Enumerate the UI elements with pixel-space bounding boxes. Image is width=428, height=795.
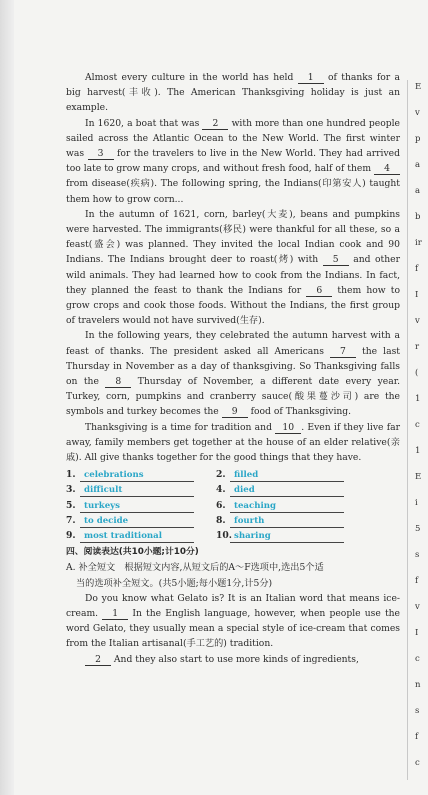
answer-number: 2. bbox=[216, 469, 226, 481]
cut-off-char: c bbox=[415, 654, 420, 664]
blank-10: 10 bbox=[275, 422, 301, 434]
answer-item bbox=[216, 482, 366, 497]
cut-off-char: f bbox=[415, 264, 419, 274]
blank-6: 6 bbox=[306, 285, 332, 297]
answer-item bbox=[216, 498, 366, 513]
answer-value: to decide bbox=[80, 516, 194, 528]
paragraph-text: In the English language, however, when people use the word Gelato, they usually mean a special style of ice-cream that comes from the Italian artisanal(手工艺的) tradition. bbox=[66, 608, 400, 650]
instruction-line-1: A. 补全短文 根据短文内容,从短文后的A～F选项中,选出5个适 bbox=[66, 562, 324, 574]
answer-value: died bbox=[230, 485, 344, 497]
cut-off-char: s bbox=[415, 550, 420, 560]
paragraph-text: In 1620, a boat that was bbox=[85, 117, 203, 129]
paragraph-text: for the travelers to live in the New World. They had arrived too late to grow many crops, and without fresh food, half of them bbox=[66, 148, 400, 175]
cut-off-char: c bbox=[415, 420, 420, 430]
paragraph-text: the last Thursday in November as a day of thanksgiving. So Thanksgiving falls on the bbox=[66, 345, 400, 388]
paragraph-text: from disease(疾病). The following spring, the Indians(印第安人) taught them how to grow corn... bbox=[66, 178, 400, 205]
answer-row bbox=[66, 482, 400, 497]
answer-row bbox=[66, 467, 400, 482]
answer-value: most traditional bbox=[80, 531, 194, 543]
passage-paragraph-3 bbox=[66, 207, 400, 329]
cut-off-char: I bbox=[415, 290, 419, 300]
cut-off-char: E bbox=[415, 82, 422, 92]
answer-row bbox=[66, 513, 400, 528]
answer-value: filled bbox=[230, 470, 344, 482]
blank-9: 9 bbox=[222, 406, 248, 418]
answer-row bbox=[66, 528, 400, 543]
blank-1: 1 bbox=[102, 608, 128, 620]
passage-paragraph-5 bbox=[66, 420, 400, 466]
cut-off-char: v bbox=[415, 108, 420, 118]
paragraph-text: Thanksgiving is a time for tradition and bbox=[85, 421, 276, 433]
cut-off-char: 1 bbox=[415, 446, 421, 456]
paragraph-text: Almost every culture in the world has held bbox=[85, 72, 298, 83]
answer-key bbox=[66, 467, 400, 543]
answer-value: turkeys bbox=[80, 501, 194, 513]
cut-off-char: v bbox=[415, 316, 420, 326]
answer-number: 1. bbox=[66, 469, 76, 481]
paragraph-text: Thursday of November, a different date every year. Turkey, corn, pumpkins and cranberry sauce(酸果蔓沙司) are the symbols and turkey becomes the bbox=[66, 376, 401, 418]
blank-2: 2 bbox=[85, 654, 111, 666]
answer-item bbox=[66, 513, 216, 528]
answer-number: 10. bbox=[216, 530, 232, 542]
blank-1: 1 bbox=[298, 72, 324, 84]
passage-paragraph-4 bbox=[66, 328, 400, 419]
paragraph-text: of thanks for a big harvest(丰收). The American Thanksgiving holiday is just an example. bbox=[66, 72, 400, 114]
answer-number: 5. bbox=[66, 499, 76, 511]
main-column bbox=[66, 70, 400, 667]
paragraph-text: them how to grow crops and cook those foods. Without the Indians, the first group of travelers would not have survived(生存). bbox=[66, 284, 400, 327]
answer-item bbox=[216, 513, 366, 528]
answer-number: 4. bbox=[216, 484, 226, 496]
cut-off-char: s bbox=[415, 706, 420, 716]
paragraph-text: and other wild animals. They had learned how to cook from the Indians. In fact, they planned the feast to thank the Indians for bbox=[66, 254, 400, 296]
answer-number: 9. bbox=[66, 530, 76, 542]
section-title: 四、阅读表达(共10小题;计10分) bbox=[66, 547, 199, 558]
paragraph-text: food of Thanksgiving. bbox=[247, 406, 352, 418]
answer-value: sharing bbox=[230, 531, 344, 543]
cut-off-char: 5 bbox=[415, 524, 421, 534]
paragraph-text: Do you know what Gelato is? It is an Italian word that means ice-cream. bbox=[66, 592, 400, 620]
cut-off-char: E bbox=[415, 472, 422, 482]
cut-off-char: r bbox=[415, 342, 420, 352]
answer-number: 8. bbox=[216, 514, 226, 526]
cut-off-char: i bbox=[415, 498, 418, 508]
answer-number: 7. bbox=[66, 514, 76, 526]
answer-item bbox=[216, 528, 366, 543]
cut-off-char: ( bbox=[415, 368, 419, 378]
blank-7: 7 bbox=[330, 346, 356, 358]
cut-off-char: p bbox=[415, 134, 421, 144]
paragraph-text: . Even if they live far away, family members get together at the house of an elder relative(亲戚). All give thanks together for the good things that they have. bbox=[66, 421, 401, 464]
paragraph-text: In the autumn of 1621, corn, barley(大麦), beans and pumpkins were harvested. The immigrants(移民) were thankful for all these, so a feast(盛会) was planned. They invited the local Indian cook and 90 Indians. The Indians brought deer to roast(烤) with bbox=[66, 208, 400, 266]
passage-paragraph-2 bbox=[66, 116, 400, 207]
answer-item bbox=[216, 467, 366, 482]
answer-value: celebrations bbox=[80, 470, 194, 482]
cut-off-char: n bbox=[415, 680, 421, 690]
next-column-edge bbox=[413, 0, 428, 795]
cut-off-char: 1 bbox=[415, 394, 421, 404]
cut-off-char: a bbox=[415, 186, 421, 196]
answer-number: 6. bbox=[216, 499, 226, 511]
answer-row bbox=[66, 498, 400, 513]
cut-off-char: v bbox=[415, 602, 420, 612]
blank-8: 8 bbox=[105, 376, 131, 388]
page-shadow bbox=[0, 0, 14, 795]
answer-item bbox=[66, 482, 216, 497]
paragraph-text: with more than one hundred people sailed across the Atlantic Ocean to the New World. The first winter was bbox=[66, 117, 400, 160]
column-divider bbox=[407, 80, 408, 780]
paragraph-text: And they also start to use more kinds of ingredients, bbox=[111, 653, 359, 665]
cut-off-char: b bbox=[415, 212, 421, 222]
answer-item bbox=[66, 528, 216, 543]
answer-number: 3. bbox=[66, 484, 76, 496]
blank-4: 4 bbox=[374, 163, 400, 175]
paragraph-text: In the following years, they celebrated the autumn harvest with a feast of thanks. The president asked all Americans bbox=[66, 330, 400, 357]
cut-off-char: c bbox=[415, 758, 420, 768]
answer-value: teaching bbox=[230, 501, 344, 513]
answer-item bbox=[66, 467, 216, 482]
gelato-paragraph-2 bbox=[66, 652, 400, 667]
passage-paragraph-1 bbox=[66, 70, 400, 116]
blank-5: 5 bbox=[323, 254, 349, 266]
gelato-paragraph-1 bbox=[66, 591, 400, 652]
answer-value: fourth bbox=[230, 516, 344, 528]
instruction-line-2: 当的选项补全短文。(共5小题;每小题1分,计5分) bbox=[76, 577, 273, 589]
blank-2: 2 bbox=[202, 118, 228, 130]
blank-3: 3 bbox=[88, 148, 114, 160]
cut-off-char: a bbox=[415, 160, 421, 170]
cut-off-char: I bbox=[415, 628, 419, 638]
cut-off-char: ir bbox=[415, 238, 422, 248]
cut-off-char: f bbox=[415, 732, 419, 742]
cut-off-char: f bbox=[415, 576, 419, 586]
answer-item bbox=[66, 498, 216, 513]
answer-value: difficult bbox=[80, 485, 194, 497]
